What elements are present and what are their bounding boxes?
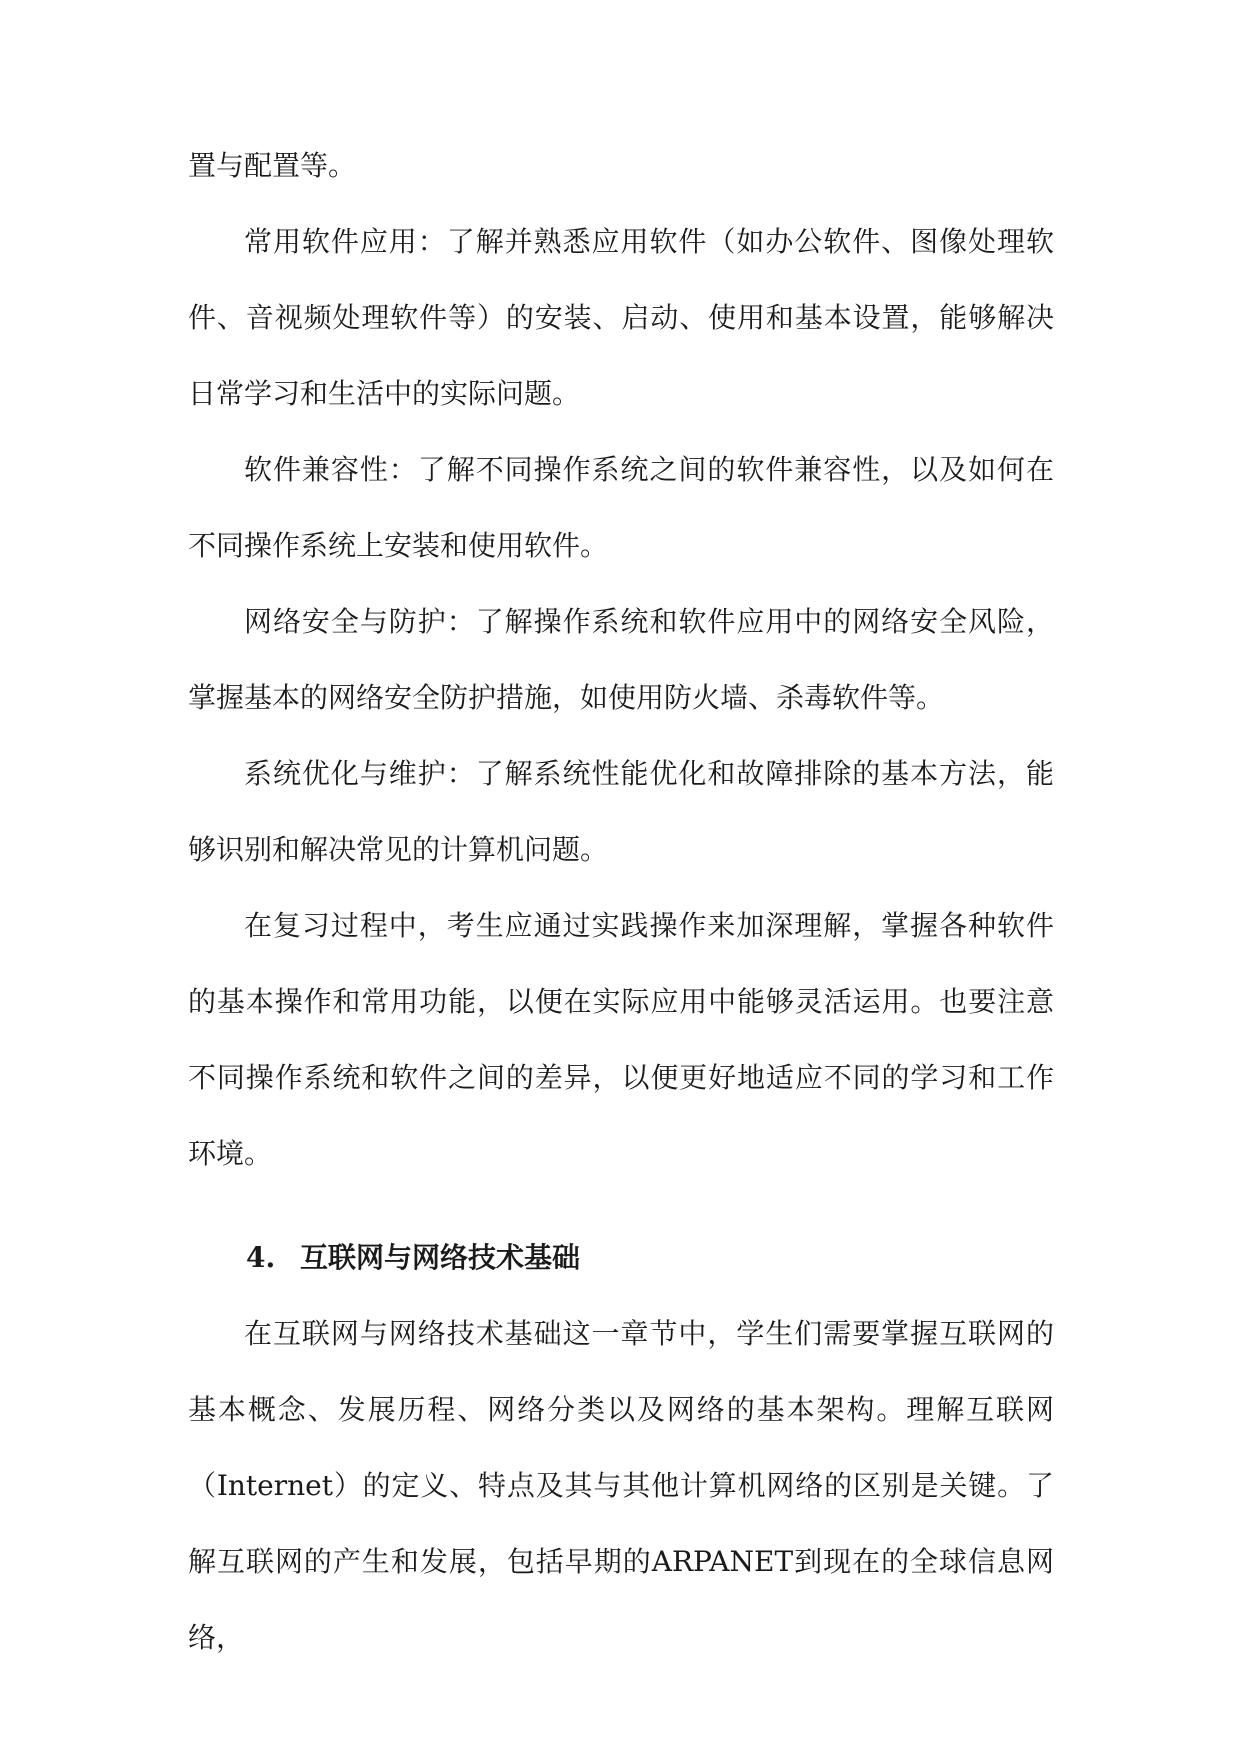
document-body	[188, 128, 1054, 1676]
paragraph-software-apps: 常用软件应用：了解并熟悉应用软件（如办公软件、图像处理软件、音视频处理软件等）的安装、启动、使用和基本设置，能够解决日常学习和生活中的实际问题。	[188, 225, 1054, 410]
section-title: 互联网与网络技术基础	[300, 1241, 581, 1274]
paragraph-software-compat: 软件兼容性：了解不同操作系统之间的软件兼容性，以及如何在不同操作系统上安装和使用软件。	[188, 453, 1054, 562]
paragraph-internet-intro: 在互联网与网络技术基础这一章节中，学生们需要掌握互联网的基本概念、发展历程、网络分类以及网络的基本架构。理解互联网（Internet）的定义、特点及其与其他计算机网络的区别是关键。了解互联网的产生和发展，包括早期的ARPANET到现在的全球信息网络，	[188, 1317, 1054, 1654]
paragraph-system-optimization: 系统优化与维护：了解系统性能优化和故障排除的基本方法，能够识别和解决常见的计算机问题。	[188, 757, 1054, 866]
paragraph-review-advice: 在复习过程中，考生应通过实践操作来加深理解，掌握各种软件的基本操作和常用功能，以便在实际应用中能够灵活运用。也要注意不同操作系统和软件之间的差异，以便更好地适应不同的学习和工作环境。	[188, 909, 1054, 1170]
paragraph-network-security: 网络安全与防护：了解操作系统和软件应用中的网络安全风险，掌握基本的网络安全防护措施，如使用防火墙、杀毒软件等。	[188, 605, 1054, 714]
paragraph-continuation: 置与配置等。	[188, 149, 357, 182]
section-heading	[188, 1220, 1054, 1296]
section-number: 4.	[246, 1241, 276, 1274]
